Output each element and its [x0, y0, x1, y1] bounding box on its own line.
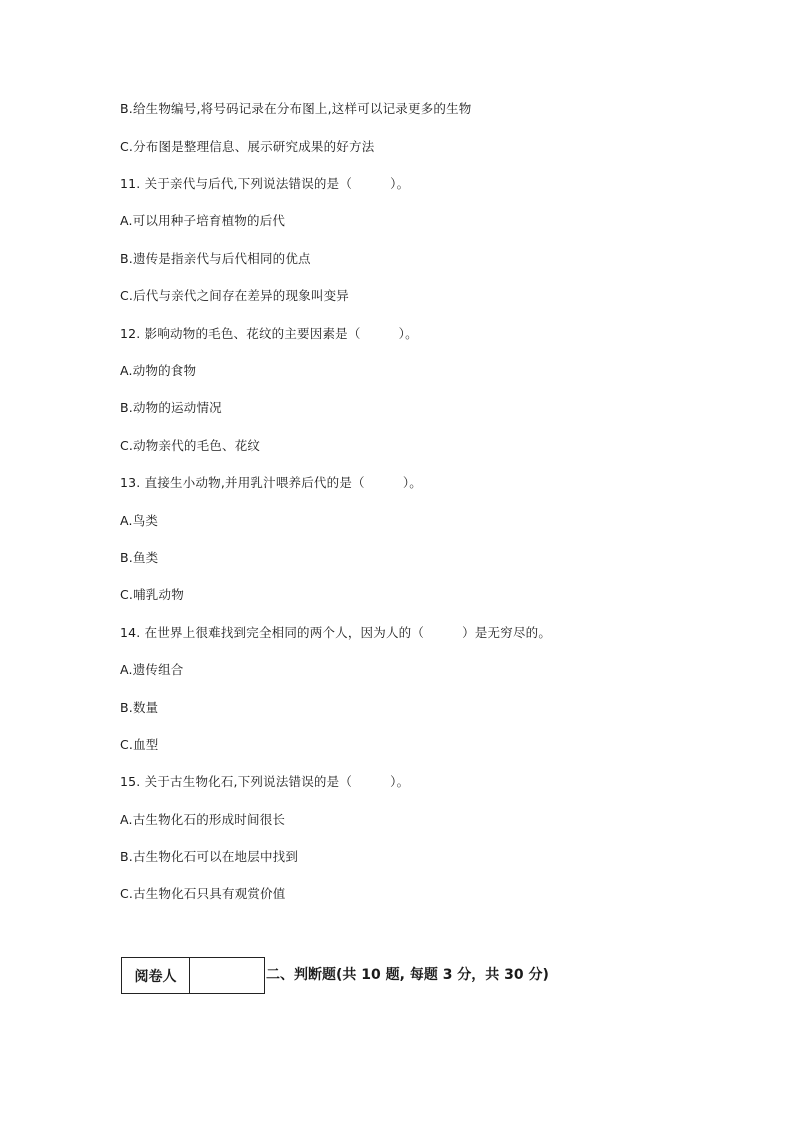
option-11a: A.可以用种子培育植物的后代 [120, 213, 286, 228]
option-11b: B.遗传是指亲代与后代相同的优点 [120, 251, 311, 266]
option-15c: C.古生物化石只具有观赏价值 [120, 886, 286, 901]
option-12c: C.动物亲代的毛色、花纹 [120, 438, 261, 453]
option-14c: C.血型 [120, 737, 159, 752]
grader-table [121, 957, 265, 994]
option-10b: B.给生物编号,将号码记录在分布图上,这样可以记录更多的生物 [120, 101, 472, 116]
option-13b: B.鱼类 [120, 550, 159, 565]
question-12: 12. 影响动物的毛色、花纹的主要因素是（ ）。 [120, 326, 418, 341]
option-13c: C.哺乳动物 [120, 587, 184, 602]
option-12b: B.动物的运动情况 [120, 400, 222, 415]
grader-label: 阅卷人 [122, 958, 190, 993]
option-10c: C.分布图是整理信息、展示研究成果的好方法 [120, 139, 375, 154]
option-14b: B.数量 [120, 700, 159, 715]
option-14a: A.遗传组合 [120, 662, 184, 677]
question-14: 14. 在世界上很难找到完全相同的两个人，因为人的（ ）是无穷尽的。 [120, 625, 552, 640]
question-15: 15. 关于古生物化石,下列说法错误的是（ ）。 [120, 774, 410, 789]
option-13a: A.鸟类 [120, 513, 159, 528]
option-15a: A.古生物化石的形成时间很长 [120, 812, 286, 827]
question-13: 13. 直接生小动物,并用乳汁喂养后代的是（ ）。 [120, 475, 422, 490]
question-11: 11. 关于亲代与后代,下列说法错误的是（ ）。 [120, 176, 410, 191]
section-title: 二、判断题(共 10 题, 每题 3 分，共 30 分) [266, 967, 549, 983]
option-12a: A.动物的食物 [120, 363, 197, 378]
option-15b: B.古生物化石可以在地层中找到 [120, 849, 299, 864]
option-11c: C.后代与亲代之间存在差异的现象叫变异 [120, 288, 350, 303]
grader-score-cell [190, 958, 264, 993]
